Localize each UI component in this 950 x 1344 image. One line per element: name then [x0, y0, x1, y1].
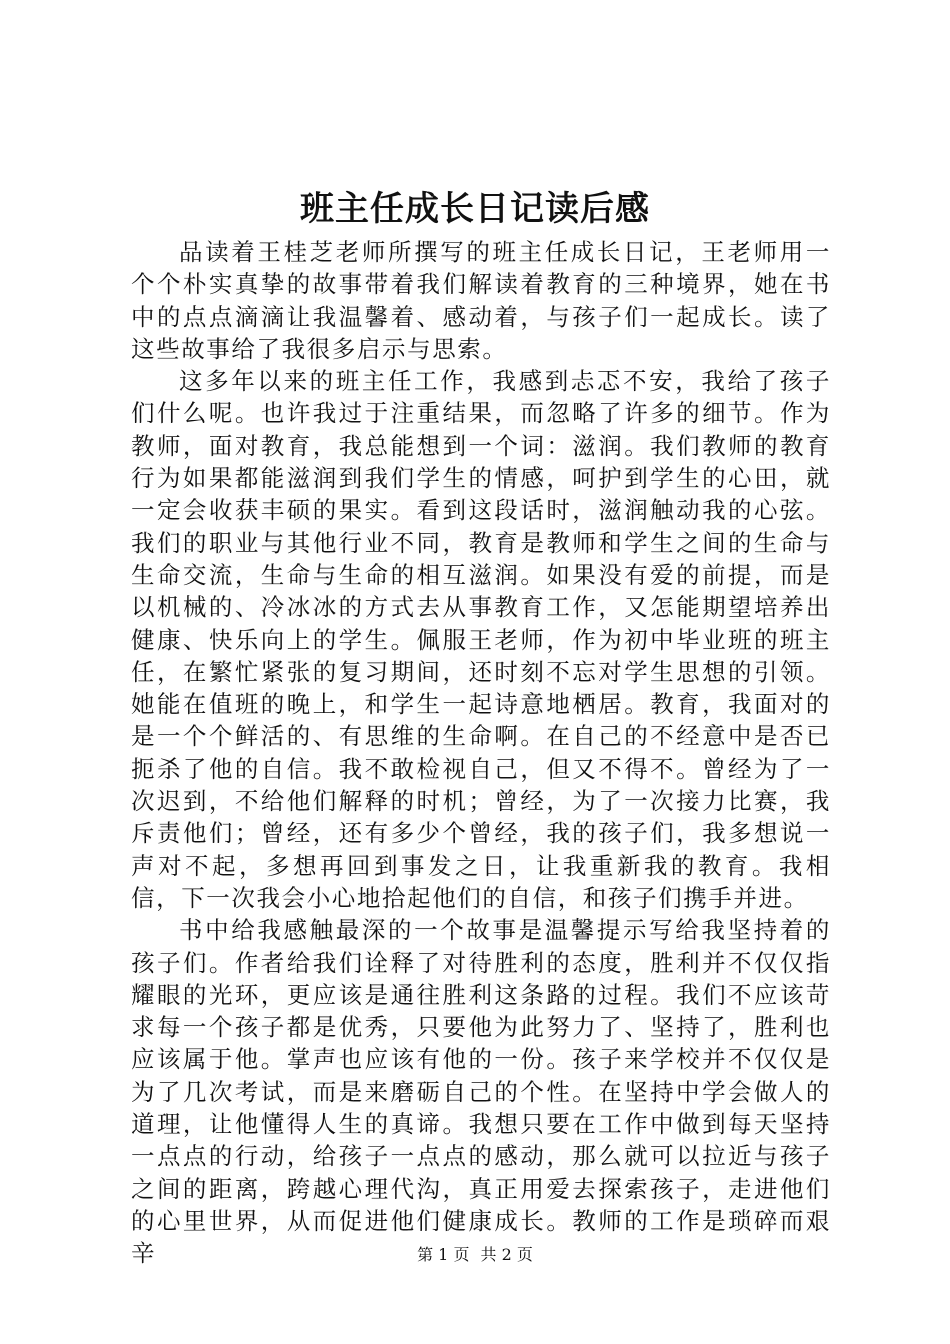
paragraph: 品读着王桂芝老师所撰写的班主任成长日记，王老师用一个个朴实真挚的故事带着我们解读着教育的三种境界，她在书中的点点滴滴让我温馨着、感动着，与孩子们一起成长。读了这些故事给了我很多启示与思索。: [131, 238, 831, 363]
paragraph: 书中给我感触最深的一个故事是温馨提示写给我坚持着的孩子们。作者给我们诠释了对待胜利的态度，胜利并不仅仅指耀眼的光环，更应该是通往胜利这条路的过程。我们不应该苛求每一个孩子都是优秀，只要他为此努力了、坚持了，胜利也应该属于他。掌声也应该有他的一份。孩子来学校并不仅仅是为了几次考试，而是来磨砺自己的个性。在坚持中学会做人的道理，让他懂得人生的真谛。我想只要在工作中做到每天坚持一点点的行动，给孩子一点点的感动，那么就可以拉近与孩子之间的距离，跨越心理代沟，真正用爱去探索孩子，走进他们的心里世界，从而促进他们健康成长。教师的工作是琐碎而艰辛: [131, 916, 831, 1268]
page-number: 第 1 页: [417, 1245, 470, 1264]
document-body: [131, 236, 831, 1270]
page-title: 班主任成长日记读后感: [300, 189, 650, 229]
paragraph: 这多年以来的班主任工作，我感到忐忑不安，我给了孩子们什么呢。也许我过于注重结果，而忽略了许多的细节。作为教师，面对教育，我总能想到一个词：滋润。我们教师的教育行为如果都能滋润到我们学生的情感，呵护到学生的心田，就一定会收获丰硕的果实。看到这段话时，滋润触动我的心弦。我们的职业与其他行业不同，教育是教师和学生之间的生命与生命交流，生命与生命的相互滋润。如果没有爱的前提，而是以机械的、冷冰冰的方式去从事教育工作，又怎能期望培养出健康、快乐向上的学生。佩服王老师，作为初中毕业班的班主任，在繁忙紧张的复习期间，还时刻不忘对学生思想的引领。她能在值班的晚上，和学生一起诗意地栖居。教育，我面对的是一个个鲜活的、有思维的生命啊。在自己的不经意中是否已扼杀了他的自信。我不敢检视自己，但又不得不。曾经为了一次迟到，不给他们解释的时机；曾经，为了一次接力比赛，我斥责他们；曾经，还有多少个曾经，我的孩子们，我多想说一声对不起，多想再回到事发之日，让我重新我的教育。我相信，下一次我会小心地拾起他们的自信，和孩子们携手并进。: [131, 367, 831, 912]
page-total: 共 2 页: [480, 1245, 533, 1264]
page-footer: [0, 1244, 950, 1266]
